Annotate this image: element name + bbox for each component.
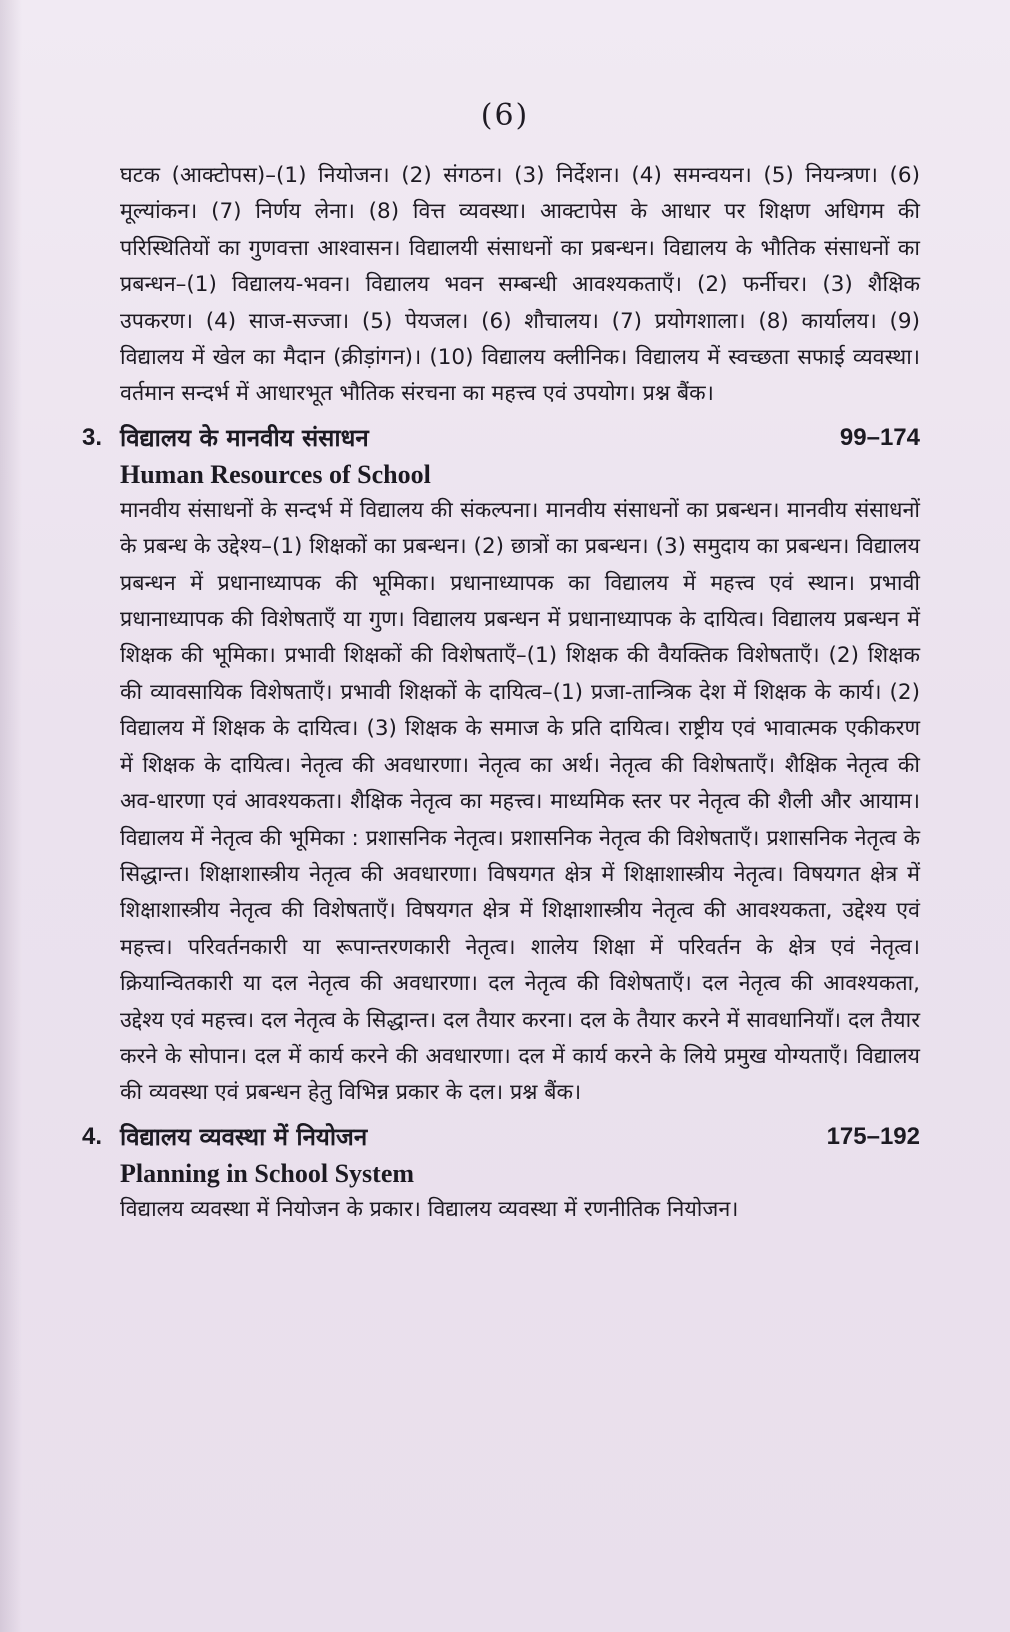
chapter-3-title-english: Human Resources of School	[120, 459, 431, 489]
chapter-3-title-hindi: विद्यालय के मानवीय संसाधन	[120, 423, 369, 452]
chapter-4-heading	[82, 1118, 920, 1156]
page-number: (6)	[480, 98, 530, 133]
chapter-4-title-hindi: विद्यालय व्यवस्था में नियोजन	[120, 1122, 368, 1151]
chapter-3-page-range: 99–174	[839, 423, 920, 451]
chapter-3-heading	[82, 419, 920, 457]
chapter-3-entry	[82, 419, 920, 1112]
contents-body	[82, 158, 920, 1228]
chapter-4-title-english: Planning in School System	[120, 1158, 415, 1188]
chapter-4-entry	[82, 1118, 920, 1228]
chapter-4-topics: विद्यालय व्यवस्था में नियोजन के प्रकार। विद्यालय व्यवस्था में रणनीतिक नियोजन।	[120, 1196, 739, 1222]
chapter-4-page-range: 175–192	[826, 1122, 920, 1150]
chapter-3-number: 3.	[82, 423, 103, 451]
chapter-4-number: 4.	[82, 1122, 103, 1150]
chapter-3-topics: मानवीय संसाधनों के सन्दर्भ में विद्यालय की संकल्पना। मानवीय संसाधनों का प्रबन्धन। मानवीय संसाधनों के प्रबन्ध के उद्देश्य–(1) शिक्षकों का प्रबन्धन। (2) छात्रों का प्रबन्धन। (3) समुदाय का प्रबन्धन। विद्यालय प्रबन्धन में प्रधानाध्यापक की भूमिका। प्रधानाध्यापक का विद्यालय में महत्त्व एवं स्थान। प्रभावी प्रधानाध्यापक की विशेषताएँ या गुण। विद्यालय प्रबन्धन में प्रधानाध्यापक के दायित्व। विद्यालय प्रबन्धन में शिक्षक की भूमिका। प्रभावी शिक्षकों की विशेषताएँ–(1) शिक्षक की वैयक्तिक विशेषताएँ। (2) शिक्षक की व्यावसायिक विशेषताएँ। प्रभावी शिक्षकों के दायित्व–(1) प्रजा-तान्त्रिक देश में शिक्षक के कार्य। (2) विद्यालय में शिक्षक के दायित्व। (3) शिक्षक के समाज के प्रति दायित्व। राष्ट्रीय एवं भावात्मक एकीकरण में शिक्षक के दायित्व। नेतृत्व की अवधारणा। नेतृत्व का अर्थ। नेतृत्व की विशेषताएँ। शैक्षिक नेतृत्व की अव-धारणा एवं आवश्यकता। शैक्षिक नेतृत्व का महत्त्व। माध्यमिक स्तर पर नेतृत्व की शैली और आयाम। विद्यालय में नेतृत्व की भूमिका : प्रशासनिक नेतृत्व। प्रशासनिक नेतृत्व की विशेषताएँ। प्रशासनिक नेतृत्व के सिद्धान्त। शिक्षाशास्त्रीय नेतृत्व की अवधारणा। विषयगत क्षेत्र में शिक्षाशास्त्रीय नेतृत्व। विषयगत क्षेत्र में शिक्षाशास्त्रीय नेतृत्व की विशेषताएँ। विषयगत क्षेत्र में शिक्षाशास्त्रीय नेतृत्व की आवश्यकता, उद्देश्य एवं महत्त्व। परिवर्तनकारी या रूपान्तरणकारी नेतृत्व। शालेय शिक्षा में परिवर्तन के क्षेत्र एवं नेतृत्व। क्रियान्वितकारी या दल नेतृत्व की अवधारणा। दल नेतृत्व की विशेषताएँ। दल नेतृत्व की आवश्यकता, उद्देश्य एवं महत्त्व। दल नेतृत्व के सिद्धान्त। दल तैयार करना। दल के तैयार करने में सावधानियाँ। दल तैयार करने के सोपान। दल में कार्य करने की अवधारणा। दल में कार्य करने के लिये प्रमुख योग्यताएँ। विद्यालय की व्यवस्था एवं प्रबन्धन हेतु विभिन्न प्रकार के दल। प्रश्न बैंक।	[120, 497, 920, 1106]
chapter-2-continued-topics: घटक (आक्टोपस)–(1) नियोजन। (2) संगठन। (3) निर्देशन। (4) समन्वयन। (5) नियन्त्रण। (6) मूल्यांकन। (7) निर्णय लेना। (8) वित्त व्यवस्था। आक्टापेस के आधार पर शिक्षण अधिगम की परिस्थितियों का गुणवत्ता आश्वासन। विद्यालयी संसाधनों का प्रबन्धन। विद्यालय के भौतिक संसाधनों का प्रबन्धन–(1) विद्यालय-भवन। विद्यालय भवन सम्बन्धी आवश्यकताएँ। (2) फर्नीचर। (3) शैक्षिक उपकरण। (4) साज-सज्जा। (5) पेयजल। (6) शौचालय। (7) प्रयोगशाला। (8) कार्यालय। (9) विद्यालय में खेल का मैदान (क्रीड़ांगन)। (10) विद्यालय क्लीनिक। विद्यालय में स्वच्छता सफाई व्यवस्था। वर्तमान सन्दर्भ में आधारभूत भौतिक संरचना का महत्त्व एवं उपयोग। प्रश्न बैंक।	[120, 163, 920, 407]
